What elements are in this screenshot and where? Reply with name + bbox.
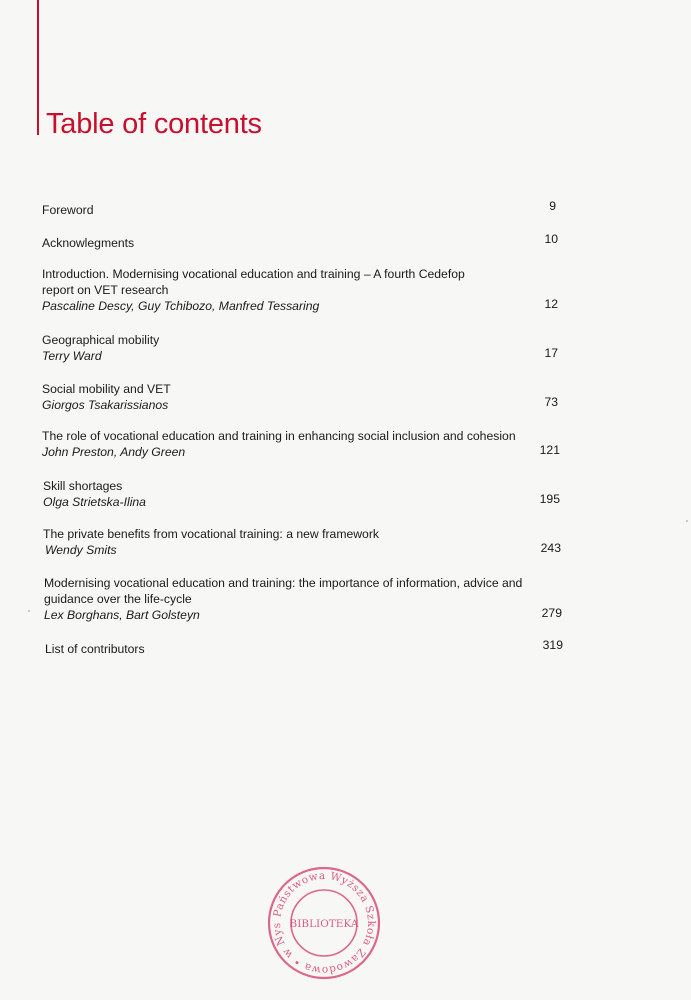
toc-page-number: 121	[539, 443, 560, 457]
toc-page-number: 9	[549, 199, 556, 213]
toc-entry-list-of-contributors[interactable]	[45, 638, 565, 657]
red-margin-rule	[37, 0, 39, 135]
toc-entry-title: List of contributors	[45, 642, 145, 656]
toc-page-number: 73	[544, 395, 558, 409]
toc-entry-geographical-mobility[interactable]	[42, 332, 562, 364]
toc-entry-title: Acknowlegments	[42, 236, 135, 250]
toc-entry-title: The role of vocational education and training in enhancing social inclusion and cohesion	[42, 429, 516, 443]
toc-entry-title-line-2: report on VET research	[42, 283, 169, 297]
toc-entry-acknowlegments[interactable]	[42, 232, 562, 251]
toc-entry-title-line-1: Modernising vocational education and training: the importance of information, advice and	[44, 576, 523, 590]
toc-page-number: 10	[544, 232, 558, 246]
stamp-center-text: BIBLIOTEKA	[289, 918, 359, 930]
toc-entry-authors: Olga Strietska-Ilina	[43, 495, 146, 509]
stamp-ring-text: Państwowa Wyższa Szkoła Zawodowa • w Nys	[270, 869, 378, 977]
toc-entry-skill-shortages[interactable]	[43, 478, 563, 510]
toc-page-number: 319	[542, 638, 563, 652]
toc-page-number: 243	[540, 541, 561, 555]
toc-page-number: 195	[539, 492, 560, 506]
toc-entry-social-inclusion[interactable]	[42, 428, 562, 460]
toc-entry-title-line-1: Introduction. Modernising vocational education and training – A fourth Cedefop	[42, 267, 465, 281]
toc-entry-social-mobility[interactable]	[42, 381, 562, 413]
toc-page-number: 17	[544, 346, 558, 360]
toc-entry-title: Social mobility and VET	[42, 382, 171, 396]
library-stamp	[267, 866, 381, 980]
toc-entry-foreword[interactable]	[42, 199, 562, 218]
toc-entry-authors: John Preston, Andy Green	[42, 445, 186, 459]
scan-speck	[28, 610, 30, 612]
toc-entry-title: Skill shortages	[43, 479, 123, 493]
library-stamp-graphic	[267, 866, 381, 980]
toc-entry-title: Geographical mobility	[42, 333, 160, 347]
toc-entry-title: The private benefits from vocational training: a new framework	[43, 527, 379, 541]
toc-entry-title-line-2: guidance over the life-cycle	[44, 592, 192, 606]
toc-entry-introduction[interactable]	[42, 266, 562, 314]
toc-entry-information-advice[interactable]	[44, 575, 564, 623]
toc-entry-title: Foreword	[42, 203, 94, 217]
toc-entry-authors: Wendy Smits	[45, 543, 117, 557]
toc-entry-authors: Giorgos Tsakarissianos	[42, 398, 169, 412]
toc-entry-authors: Pascaline Descy, Guy Tchibozo, Manfred Tessaring	[42, 299, 320, 313]
toc-entry-authors: Terry Ward	[42, 349, 102, 363]
toc-page-number: 12	[544, 297, 558, 311]
toc-entry-authors: Lex Borghans, Bart Golsteyn	[44, 608, 200, 622]
page-title: Table of contents	[46, 108, 262, 140]
scan-speck	[686, 520, 688, 522]
toc-page-number: 279	[541, 606, 562, 620]
toc-entry-private-benefits[interactable]	[43, 526, 563, 558]
